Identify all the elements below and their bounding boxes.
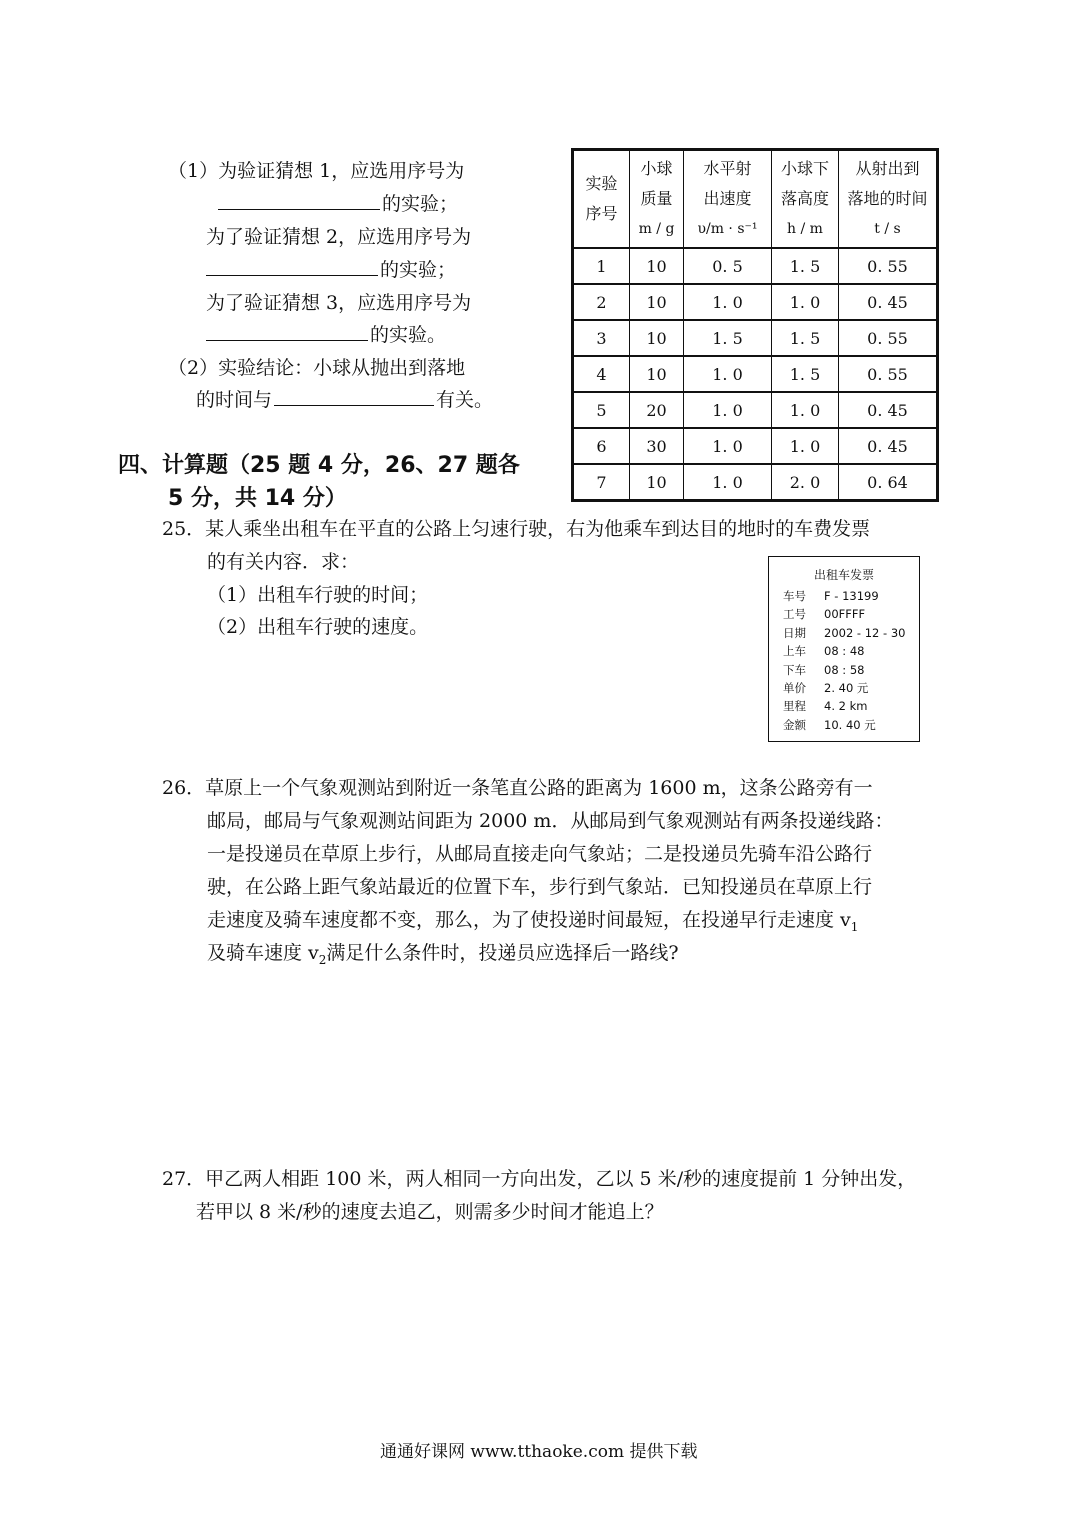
table-cell: 10 (630, 284, 684, 320)
table-cell: 3 (573, 320, 630, 356)
invoice-value: 10. 40 元 (824, 717, 876, 732)
table-cell: 10 (630, 464, 684, 501)
table-cell: 1. 0 (684, 428, 772, 464)
table-cell: 6 (573, 428, 630, 464)
invoice-label: 上车 (783, 644, 806, 659)
invoice-label: 日期 (783, 625, 806, 640)
header-text: 质量 (640, 189, 673, 208)
q26-line6 (207, 938, 679, 967)
table-cell: 0. 55 (839, 320, 938, 356)
table-cell: 4 (573, 356, 630, 392)
q25-line1: 25．某人乘坐出租车在平直的公路上匀速行驶，右为他乘车到达目的地时的车费发票 (162, 518, 871, 540)
invoice-value: 08 : 58 (824, 662, 865, 677)
section4-title-line1: 四、计算题（25 题 4 分，26、27 题各 (118, 453, 520, 478)
q24-suffix-2: 的实验； (380, 259, 457, 281)
invoice-label: 单价 (783, 681, 806, 696)
invoice-row (769, 587, 919, 605)
header-unit: h / m (787, 221, 823, 237)
q27-line2: 若甲以 8 米/秒的速度去追乙，则需多少时间才能追上？ (196, 1201, 664, 1223)
table-cell: 1. 5 (772, 356, 839, 392)
q27-line1: 27．甲乙两人相距 100 米，两人相同一方向出发，乙以 5 米/秒的速度提前 1 分钟出发， (162, 1168, 917, 1190)
header-unit: t / s (874, 221, 901, 237)
invoice-rows (769, 587, 919, 734)
table-cell: 0. 45 (839, 284, 938, 320)
table-cell: 20 (630, 392, 684, 428)
q26-line4: 驶，在公路上距气象站最近的位置下车，步行到气象站．已知投递员在草原上行 (207, 876, 873, 898)
invoice-value: F - 13199 (824, 589, 879, 603)
table-cell: 0. 45 (839, 392, 938, 428)
table-row (573, 356, 938, 392)
table-cell: 0. 5 (684, 248, 772, 284)
header-unit: m / g (638, 221, 675, 237)
answer-blank-4[interactable] (274, 386, 434, 406)
table-cell: 1. 0 (684, 464, 772, 501)
invoice-label: 里程 (783, 699, 806, 714)
header-text: 小球下 (780, 159, 829, 178)
table-cell: 2. 0 (772, 464, 839, 501)
q24-part2-suffix: 有关。 (436, 389, 494, 411)
table-row (573, 320, 938, 356)
table-cell: 1. 0 (684, 356, 772, 392)
table-cell: 10 (630, 356, 684, 392)
header-mass (630, 150, 684, 249)
invoice-row (769, 642, 919, 660)
table-cell: 1. 5 (772, 320, 839, 356)
header-text: 水平射 (703, 159, 752, 178)
q25-line2: 的有关内容．求： (207, 551, 360, 573)
invoice-title: 出租车发票 (813, 568, 874, 582)
page-footer: 通通好课网 www.tthaoke.com 提供下载 (380, 1442, 698, 1462)
header-speed (684, 150, 772, 249)
table-cell: 1. 0 (772, 428, 839, 464)
q24-answer-line-3 (204, 320, 446, 347)
q26-line1: 26．草原上一个气象观测站到附近一条笔直公路的距离为 1600 m，这条公路旁有一 (162, 777, 873, 799)
header-height (772, 150, 839, 249)
q26-line5-subscript: 1 (850, 919, 859, 934)
q24-suffix-3: 的实验。 (370, 324, 447, 346)
invoice-row (769, 661, 919, 679)
header-text: 小球 (640, 159, 673, 178)
invoice-value: 4. 2 km (824, 699, 868, 714)
taxi-invoice (768, 556, 920, 742)
invoice-value: 2. 40 元 (824, 681, 869, 696)
invoice-value: 08 : 48 (824, 644, 865, 659)
table-cell: 10 (630, 320, 684, 356)
header-unit: υ/m · s⁻¹ (697, 221, 758, 237)
q26-line3: 一是投递员在草原上步行，从邮局直接走向气象站；二是投递员先骑车沿公路行 (207, 843, 873, 865)
q25-sub1: （1）出租车行驶的时间； (207, 584, 429, 606)
invoice-row (769, 605, 919, 623)
invoice-label: 金额 (783, 717, 806, 732)
q24-part2-line2 (196, 385, 493, 412)
q24-part2-prefix: 的时间与 (196, 389, 273, 411)
q24-answer-line-2 (204, 255, 456, 282)
header-text: 出速度 (703, 189, 752, 208)
table-cell: 0. 64 (839, 464, 938, 501)
table-row (573, 392, 938, 428)
invoice-row (769, 697, 919, 715)
q24-part1-line5: 为了验证猜想 3，应选用序号为 (206, 292, 472, 314)
table-cell: 1. 5 (684, 320, 772, 356)
answer-blank-3[interactable] (206, 321, 368, 341)
table-cell: 0. 55 (839, 248, 938, 284)
table-cell: 30 (630, 428, 684, 464)
invoice-label: 下车 (783, 662, 806, 677)
q24-part1-line1: （1）为验证猜想 1，应选用序号为 (168, 160, 465, 182)
table-row (573, 428, 938, 464)
table-cell: 1 (573, 248, 630, 284)
q26-line5-text: 走速度及骑车速度都不变，那么，为了使投递时间最短，在投递早行走速度 v (207, 909, 851, 931)
header-index (573, 150, 630, 249)
header-text: 落高度 (780, 189, 829, 208)
table-cell: 2 (573, 284, 630, 320)
header-text: 序号 (585, 204, 618, 223)
header-text: 落地的时间 (847, 189, 928, 208)
invoice-row (769, 679, 919, 697)
q26-line5 (207, 905, 858, 934)
q25-sub2: （2）出租车行驶的速度。 (207, 616, 429, 638)
table-row (573, 284, 938, 320)
table-header-row (573, 150, 938, 249)
invoice-value: 2002 - 12 - 30 (824, 625, 906, 640)
invoice-value: 00FFFF (824, 607, 866, 622)
table-cell: 1. 5 (772, 248, 839, 284)
table-cell: 1. 0 (684, 392, 772, 428)
q24-answer-line-1 (216, 189, 458, 216)
table-cell: 1. 0 (772, 284, 839, 320)
answer-blank-2[interactable] (206, 256, 378, 276)
table-cell: 10 (630, 248, 684, 284)
header-text: 实验 (585, 174, 618, 193)
answer-blank-1[interactable] (218, 190, 380, 210)
q26-line2: 邮局，邮局与气象观测站间距为 2000 m．从邮局到气象观测站有两条投递线路： (207, 810, 894, 832)
q26-line6-suffix: 满足什么条件时，投递员应选择后一路线? (326, 942, 679, 964)
experiment-table (571, 148, 939, 502)
invoice-row (769, 624, 919, 642)
table-cell: 0. 45 (839, 428, 938, 464)
table-cell: 1. 0 (772, 392, 839, 428)
table-row (573, 464, 938, 501)
q24-suffix-1: 的实验； (382, 193, 459, 215)
section4-title-line2: 5 分，共 14 分） (168, 486, 347, 511)
invoice-label: 车号 (783, 589, 806, 603)
table-cell: 0. 55 (839, 356, 938, 392)
invoice-label: 工号 (783, 607, 806, 622)
header-text: 从射出到 (855, 159, 920, 178)
q26-line6-prefix: 及骑车速度 v (207, 942, 319, 964)
table-row (573, 248, 938, 284)
invoice-row (769, 716, 919, 734)
q26-line6-subscript: 2 (318, 952, 327, 967)
q24-part2-line1: （2）实验结论：小球从抛出到落地 (168, 357, 466, 379)
table-cell: 1. 0 (684, 284, 772, 320)
header-time (839, 150, 938, 249)
table-cell: 5 (573, 392, 630, 428)
table-cell: 7 (573, 464, 630, 501)
q24-part1-line3: 为了验证猜想 2，应选用序号为 (206, 226, 472, 248)
